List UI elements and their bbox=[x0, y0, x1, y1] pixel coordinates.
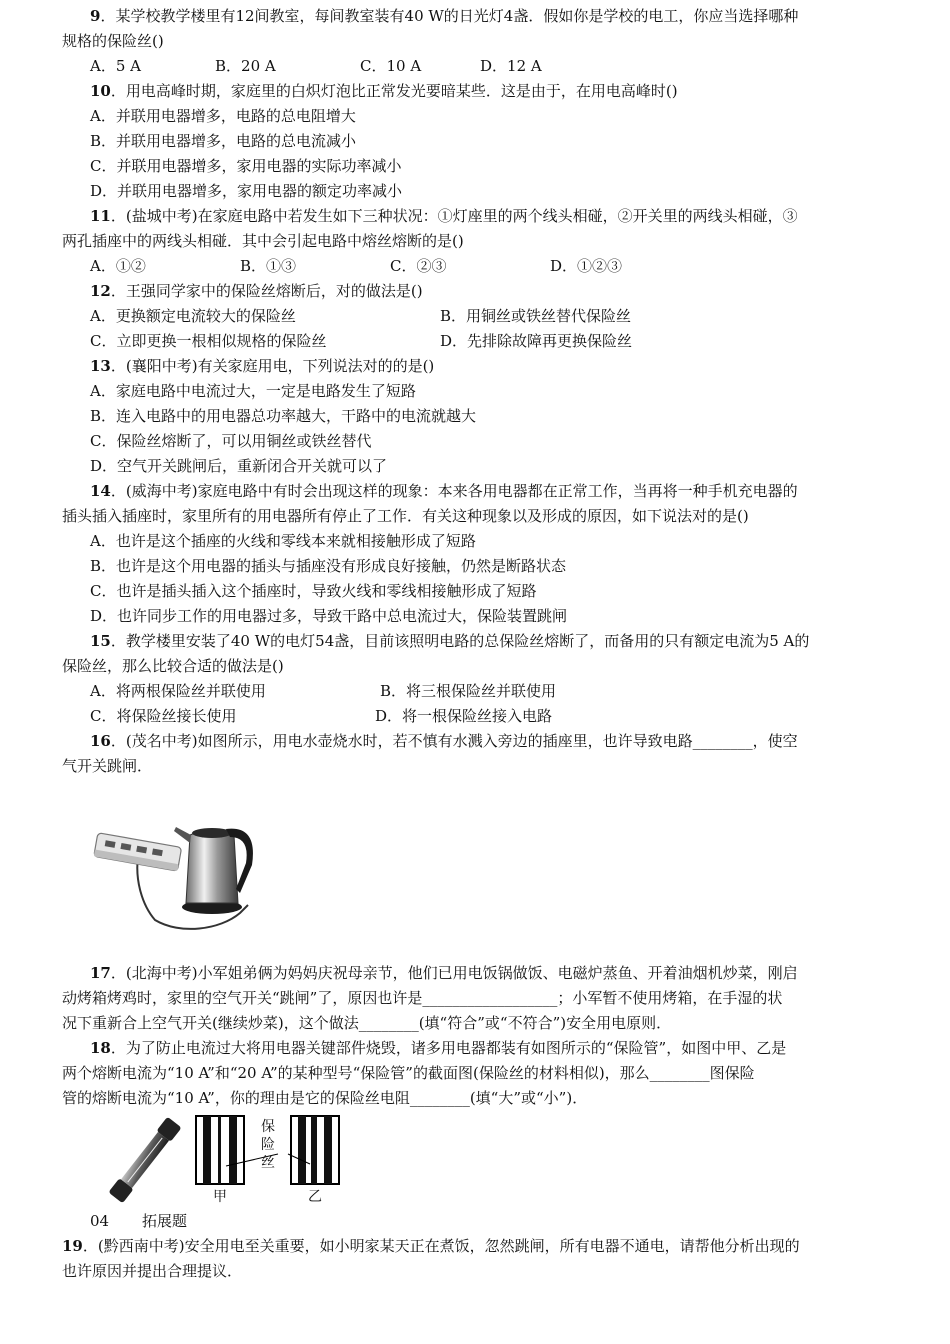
q14-option-d: D．也许同步工作的用电器过多，导致干路中总电流过大，保险装置跳闸 bbox=[90, 607, 568, 625]
q19-stem: 19．(黔西南中考)安全用电至关重要，如小明家某天正在煮饭，忽然跳闸，所有电器不通电，请帮他分析出现的 bbox=[62, 1237, 800, 1255]
q9-stem-cont: 规格的保险丝() bbox=[62, 32, 164, 50]
label-yi: 乙 bbox=[308, 1189, 322, 1205]
q12-option-a: A．更换额定电流较大的保险丝 bbox=[90, 307, 296, 325]
q9-option-d: D．12 A bbox=[480, 57, 542, 75]
q9-stem: 9．某学校教学楼里有12间教室，每间教室装有40 W的日光灯4盏．假如你是学校的电工，你应当选择哪种 bbox=[90, 7, 799, 25]
q9-option-a: A．5 A bbox=[90, 57, 141, 75]
q11-option-c: C．②③ bbox=[390, 257, 447, 275]
q17-stem: 17．(北海中考)小军姐弟俩为妈妈庆祝母亲节，他们已用电饭锅做饭、电磁炉蒸鱼、开着油烟机炒菜，刚启 bbox=[90, 964, 798, 982]
kettle-spout bbox=[174, 827, 191, 843]
q19-stem-cont: 也许原因并提出合理提议． bbox=[62, 1262, 243, 1280]
q9-option-b: B．20 A bbox=[215, 57, 276, 75]
q14-option-c: C．也许是插头插入这个插座时，导致火线和零线相接触形成了短路 bbox=[90, 582, 537, 600]
q18-stem-cont1: 两个熔断电流为“10 A”和“20 A”的某种型号“保险管”的截面图(保险丝的材料相似)，那么________图保险 bbox=[62, 1064, 755, 1082]
q11-option-d: D．①②③ bbox=[550, 257, 623, 275]
q10-stem: 10．用电高峰时期，家庭里的白炽灯泡比正常发光要暗某些．这是由于，在用电高峰时() bbox=[90, 82, 678, 100]
q12-stem: 12．王强同学家中的保险丝熔断后，对的做法是() bbox=[90, 282, 423, 300]
q16-stem-cont: 气开关跳闸． bbox=[62, 757, 153, 775]
q18-stem-cont2: 管的熔断电流为“10 A”，你的理由是它的保险丝电阻________(填“大”或“小”)． bbox=[62, 1089, 588, 1107]
q11-option-a: A．①② bbox=[90, 257, 146, 275]
q13-option-b: B．连入电路中的用电器总功率越大，干路中的电流就越大 bbox=[90, 407, 477, 425]
q17-stem-cont1: 动烤箱烤鸡时，家里的空气开关“跳闸”了，原因也许是__________________；小军暂不使用烤箱，在手湿的状 bbox=[62, 989, 783, 1007]
q14-option-b: B．也许是这个用电器的插头与插座没有形成良好接触，仍然是断路状态 bbox=[90, 557, 567, 575]
q14-option-a: A．也许是这个插座的火线和零线本来就相接触形成了短路 bbox=[90, 532, 476, 550]
q11-option-b: B．①③ bbox=[240, 257, 297, 275]
fuse-label: 保险丝 bbox=[261, 1119, 275, 1171]
q14-stem: 14．(威海中考)家庭电路中有时会出现这样的现象：本来各用电器都在正常工作，当再将一种手机充电器的 bbox=[90, 482, 798, 500]
q10-option-a: A．并联用电器增多，电路的总电阻增大 bbox=[90, 107, 356, 125]
q15-stem: 15．教学楼里安装了40 W的电灯54盏，目前该照明电路的总保险丝熔断了，而备用的只有额定电流为5 A的 bbox=[90, 632, 810, 650]
section-title: 拓展题 bbox=[142, 1212, 188, 1230]
kettle-lid bbox=[192, 828, 232, 838]
q10-option-c: C．并联用电器增多，家用电器的实际功率减小 bbox=[90, 157, 402, 175]
q10-option-d: D．并联用电器增多，家用电器的额定功率减小 bbox=[90, 182, 403, 200]
q13-stem: 13．(襄阳中考)有关家庭用电，下列说法对的的是() bbox=[90, 357, 435, 375]
q12-option-d: D．先排除故障再更换保险丝 bbox=[440, 332, 633, 350]
q16-stem: 16．(茂名中考)如图所示，用电水壶烧水时，若不慎有水溅入旁边的插座里，也许导致电路________，使空 bbox=[90, 732, 798, 750]
q9-option-c: C．10 A bbox=[360, 57, 422, 75]
q12-option-c: C．立即更换一根相似规格的保险丝 bbox=[90, 332, 327, 350]
q9-number: 9 bbox=[90, 7, 101, 25]
q15-option-a: A．将两根保险丝并联使用 bbox=[90, 682, 266, 700]
q11-stem: 11．(盐城中考)在家庭电路中若发生如下三种状况：①灯座里的两个线头相碰，②开关里的两线头相碰，③ bbox=[90, 207, 798, 225]
q18-stem: 18．为了防止电流过大将用电器关键部件烧毁，诸多用电器都装有如图所示的“保险管”，如图中甲、乙是 bbox=[90, 1039, 787, 1057]
q13-option-a: A．家庭电路中电流过大，一定是电路发生了短路 bbox=[90, 382, 416, 400]
kettle-body bbox=[186, 830, 238, 903]
q11-stem-cont: 两孔插座中的两线头相碰．其中会引起电路中熔丝熔断的是() bbox=[62, 232, 464, 250]
label-jia: 甲 bbox=[213, 1189, 227, 1205]
q15-stem-cont: 保险丝，那么比较合适的做法是() bbox=[62, 657, 284, 675]
kettle-figure bbox=[90, 795, 270, 945]
q13-option-c: C．保险丝熔断了，可以用铜丝或铁丝替代 bbox=[90, 432, 372, 450]
q15-option-c: C．将保险丝接长使用 bbox=[90, 707, 237, 725]
q17-stem-cont2: 况下重新合上空气开关(继续炒菜)，这个做法________(填“符合”或“不符合”)安全用电原则． bbox=[62, 1014, 672, 1032]
fuse-tube-photo bbox=[95, 1115, 195, 1205]
q14-stem-cont: 插头插入插座时，家里所有的用电器所有停止了工作．有关这种现象以及形成的原因，如下说法对的是() bbox=[62, 507, 749, 525]
q10-option-b: B．并联用电器增多，电路的总电流减小 bbox=[90, 132, 357, 150]
q15-option-d: D．将一根保险丝接入电路 bbox=[375, 707, 553, 725]
q15-option-b: B．将三根保险丝并联使用 bbox=[380, 682, 557, 700]
q12-option-b: B．用铜丝或铁丝替代保险丝 bbox=[440, 307, 632, 325]
section-number: 04 bbox=[90, 1212, 110, 1230]
q13-option-d: D．空气开关跳闸后，重新闭合开关就可以了 bbox=[90, 457, 388, 475]
